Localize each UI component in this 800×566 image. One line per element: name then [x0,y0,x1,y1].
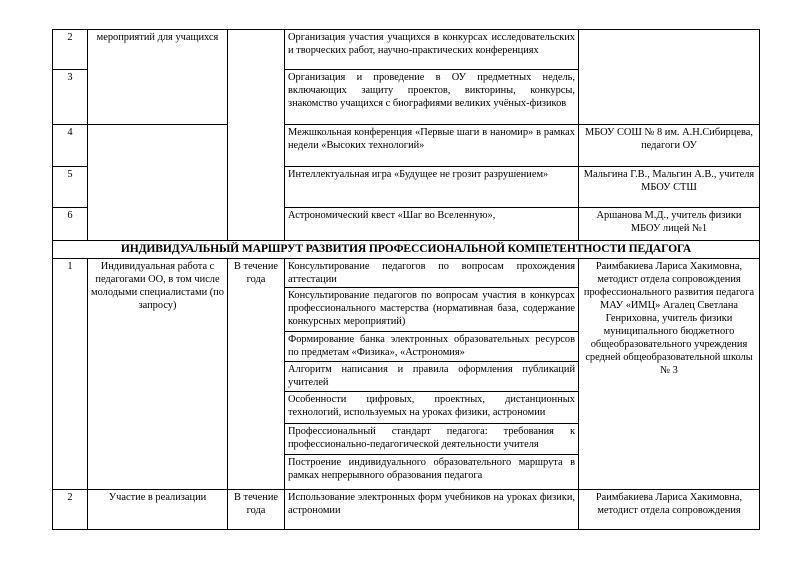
content-subrow: Построение индивидуального образовательного маршрута в рамках непрерывного образования педагога [288,456,575,481]
row-number: 6 [53,208,88,241]
content-subrow: Консультирование педагогов по вопросам участия в конкурсах профессионального мастерства (нормативная база, содержание конкурсных мероприятий) [285,287,578,331]
row-content: Организация участия учащихся в конкурсах исследовательских и творческих работ, научно-практических конференциях [285,30,579,70]
row-responsible: Мальгина Г.В., Мальгин А.В., учителя МБОУ СТШ [579,167,760,208]
list-item [285,361,578,391]
row-number: 2 [53,489,88,529]
row-responsible: МБОУ СОШ № 8 им. А.Н.Сибирцева, педагоги ОУ [579,125,760,167]
row-responsible: Раимбакиева Лариса Хакимовна, методист отдела сопровождения [579,489,760,529]
table-row [53,30,760,70]
row-content: Межшкольная конференция «Первые шаги в наномир» в рамках недели «Высоких технологий» [285,125,579,167]
row-content: Интеллектуальная игра «Будущее не грозит разрушением» [285,167,579,208]
row-activity-name: Индивидуальная работа с педагогами ОО, в том числе молодыми специалистами (по запросу) [88,258,228,489]
list-item [285,287,578,331]
content-subrow: Алгоритм написания и правила оформления публикаций учителей [285,361,578,391]
section-header-row [53,241,760,259]
table-row [53,125,760,167]
list-item [285,391,578,423]
row-activity-name [88,125,228,241]
row-number: 3 [53,70,88,125]
row-responsible: Раимбакиева Лариса Хакимовна, методист отдела сопровождения профессионального развития педагога МАУ «ИМЦ» Агалец Светлана Генриховна, учитель физики муниципального бюджетного общеобразовательного учреждения средней общеобразовательной школы № 3 [579,258,760,489]
section-header-title: ИНДИВИДУАЛЬНЫЙ МАРШРУТ РАЗВИТИЯ ПРОФЕССИОНАЛЬНОЙ КОМПЕТЕНТНОСТИ ПЕДАГОГА [53,241,760,259]
row-number: 5 [53,167,88,208]
content-subrow: Профессиональный стандарт педагога: требования к профессионально-педагогической деятельности учителя [285,423,578,454]
list-item [285,331,578,361]
row-activity-name: мероприятий для учащихся [88,30,228,125]
row-content: Использование электронных форм учебников на уроках физики, астрономии [285,489,579,529]
row-content: Астрономический квест «Шаг во Вселенную», [285,208,579,241]
activity-plan-table [52,29,760,530]
row-activity-name: Участие в реализации [88,489,228,529]
row-content: Организация и проведение в ОУ предметных недель, включающих защиту проектов, викторины, конкурсы, знакомство учащихся с биографиями великих учёных-физиков [285,70,579,125]
list-item [285,259,578,288]
row-term: В течение года [228,258,285,489]
content-subrow: Формирование банка электронных образовательных ресурсов по предметам «Физика», «Астрономия» [285,331,578,361]
row-responsible [579,30,760,125]
table-row [53,258,760,489]
table-row [53,489,760,529]
row-number: 4 [53,125,88,167]
row-number: 1 [53,258,88,489]
row-term: В течение года [228,489,285,529]
list-item [285,423,578,454]
row-number: 2 [53,30,88,70]
content-sublist [285,259,578,489]
content-subrow: Консультирование педагогов по вопросам прохождения аттестации [285,259,578,288]
row-responsible: Аршанова М.Д., учитель физики МБОУ лицей №1 [579,208,760,241]
row-term [228,30,285,241]
content-subrow: Особенности цифровых, проектных, дистанционных технологий, используемых на уроках физики, астрономии [285,391,578,423]
row-content-group [285,258,579,489]
list-item [285,454,578,489]
